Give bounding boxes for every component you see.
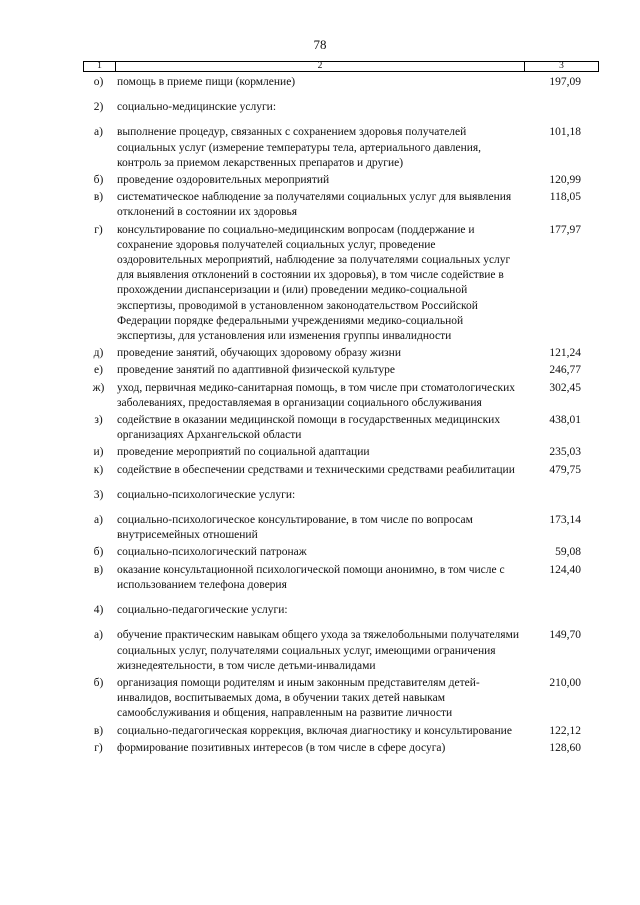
row-value: 479,75 xyxy=(549,463,581,476)
row-value: 149,70 xyxy=(549,629,581,642)
row-text: социально-педагогические услуги: xyxy=(117,604,288,617)
row-label: а) xyxy=(94,629,103,642)
row-text: социально-психологический патронаж xyxy=(117,546,307,559)
row-text: социально-педагогическая коррекция, включая диагностику и консультирование xyxy=(117,724,512,737)
row-text: содействие в оказании медицинской помощи в государственных медицинских организациях Архангельской области xyxy=(117,414,501,442)
row-value: 173,14 xyxy=(549,514,581,527)
table-row xyxy=(83,171,599,188)
row-text: проведение оздоровительных мероприятий xyxy=(117,174,330,187)
row-text: социально-медицинские услуги: xyxy=(117,101,277,114)
row-text: социально-психологические услуги: xyxy=(117,488,296,501)
row-value: 59,08 xyxy=(555,546,581,559)
row-label: а) xyxy=(94,514,103,527)
row-value: 197,09 xyxy=(549,76,581,88)
row-value: 235,03 xyxy=(549,446,581,459)
row-label: к) xyxy=(93,463,104,476)
table-row xyxy=(83,221,599,345)
table-row xyxy=(83,511,599,543)
row-text: систематическое наблюдение за получателями социальных услуг для выявления отклонений в состоянии их здоровья xyxy=(117,191,512,219)
table-body xyxy=(83,73,599,756)
row-value: 246,77 xyxy=(549,364,581,377)
table-row xyxy=(83,739,599,756)
row-text: проведение мероприятий по социальной адаптации xyxy=(117,446,370,459)
row-label: о) xyxy=(93,76,104,88)
row-label: г) xyxy=(94,223,103,236)
row-value: 120,99 xyxy=(549,174,581,187)
row-label: 3) xyxy=(93,488,104,501)
row-text: оказание консультационной психологической помощи анонимно, в том числе с использованием телефона доверия xyxy=(117,563,505,591)
row-label: 2) xyxy=(93,101,104,114)
table-row xyxy=(83,543,599,560)
row-label: д) xyxy=(93,347,104,360)
row-text: выполнение процедур, связанных с сохранением здоровья получателей социальных услуг (измерение температуры тела, артериального давления, контроль за приемом лекарственных препаратов и другие) xyxy=(117,126,482,169)
table-row xyxy=(83,411,599,443)
row-text: социально-психологическое консультирование, в том числе по вопросам внутрисемейных отношений xyxy=(117,514,473,542)
table-row xyxy=(83,443,599,460)
row-value: 121,24 xyxy=(549,347,581,360)
row-label: в) xyxy=(93,191,104,204)
table-row xyxy=(83,626,599,674)
row-text: содействие в обеспечении средствами и техническими средствами реабилитации xyxy=(117,463,515,476)
row-value: 210,00 xyxy=(549,676,581,689)
page-number: 78 xyxy=(313,37,327,52)
column-header-2: 2 xyxy=(116,62,525,71)
row-text: обучение практическим навыкам общего ухода за тяжелобольными получателями социальных услуг, получателями социальных услуг, имеющими ограничения жизнедеятельности, в том числе детьми-инвалидами xyxy=(117,629,520,672)
row-label: в) xyxy=(93,724,104,737)
table-row xyxy=(83,73,599,90)
table-row xyxy=(83,722,599,739)
row-label: б) xyxy=(93,174,104,187)
row-text: организация помощи родителям и иным законным представителям детей-инвалидов, воспитываемых дома, в обучении таких детей навыкам самообслуживания и общения, направленным на развитие личности xyxy=(117,676,480,720)
table-row xyxy=(83,674,599,722)
row-label: а) xyxy=(94,126,103,139)
row-value: 118,05 xyxy=(549,191,581,204)
row-label: б) xyxy=(93,676,104,689)
row-text: уход, первичная медико-санитарная помощь, в том числе при стоматологических заболеваниях, предоставляемая в организации социального обслуживания xyxy=(117,381,516,409)
table-row xyxy=(83,344,599,361)
row-label: з) xyxy=(94,414,103,427)
row-value: 124,40 xyxy=(549,563,581,576)
row-label: в) xyxy=(93,563,104,576)
column-header-1: 1 xyxy=(84,62,116,71)
row-value: 302,45 xyxy=(549,381,581,394)
table-row xyxy=(83,561,599,593)
row-value: 128,60 xyxy=(549,741,581,754)
row-text: проведение занятий, обучающих здоровому образу жизни xyxy=(117,347,401,360)
row-text: формирование позитивных интересов (в том числе в сфере досуга) xyxy=(117,741,446,754)
section-header-row xyxy=(83,593,599,626)
row-label: 4) xyxy=(93,604,104,617)
row-label: г) xyxy=(94,741,103,754)
section-header-row xyxy=(83,478,599,511)
row-text: помощь в приеме пищи (кормление) xyxy=(117,76,296,88)
row-label: и) xyxy=(93,446,104,459)
table-row xyxy=(83,188,599,220)
row-value: 438,01 xyxy=(549,414,581,427)
section-header-row xyxy=(83,90,599,123)
row-value: 177,97 xyxy=(549,223,581,236)
row-label: б) xyxy=(93,546,104,559)
table-row xyxy=(83,461,599,478)
table-header xyxy=(83,61,599,72)
row-text: проведение занятий по адаптивной физической культуре xyxy=(117,364,395,377)
table-row xyxy=(83,123,599,171)
row-value: 101,18 xyxy=(549,126,581,139)
table-row xyxy=(83,361,599,378)
row-value: 122,12 xyxy=(549,724,581,737)
table-row xyxy=(83,379,599,411)
row-text: консультирование по социально-медицинским вопросам (поддержание и сохранение здоровья получателей социальных услуг, проведение оздоровительных мероприятий, наблюдение за получателями социальных услуг для выявления отклонений в состоянии их здоровья), в том числе содействие в прохождении диспансеризации и (или) проведении медико-социальной экспертизы, проводимой в установленном законодательством Российской Федерации порядке федеральными учреждениями медико-социальной экспертизы, для установления или изменения группы инвалидности xyxy=(117,223,511,343)
row-label: ж) xyxy=(92,381,105,394)
column-header-3: 3 xyxy=(559,61,564,71)
row-label: е) xyxy=(94,364,103,377)
